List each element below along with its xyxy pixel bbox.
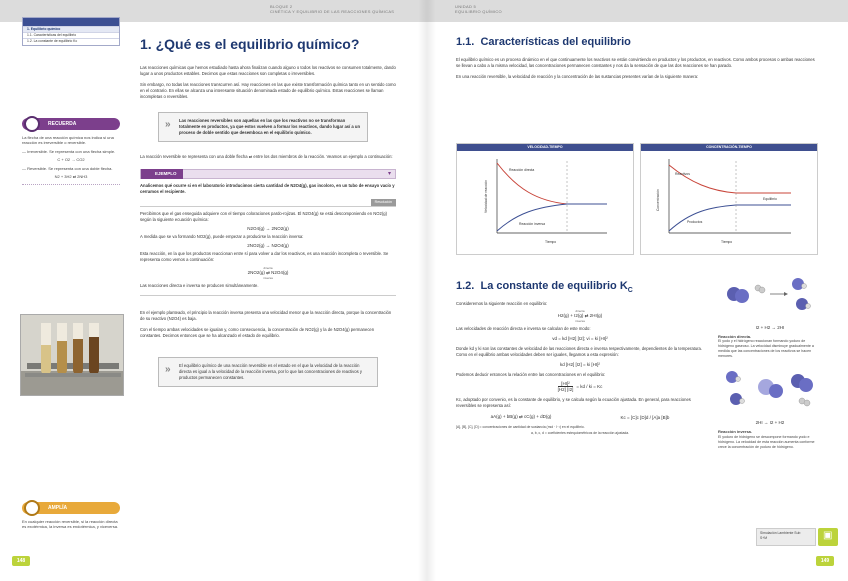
velocity-equations: vd = kd [H2] [I2]; vi = ki [HI]² <box>552 336 608 342</box>
graph-title: CONCENTRACIÓN-TIEMPO <box>641 144 817 151</box>
recuerda-text: La flecha de una reacción química nos indica si una reacción es irreversible o reversible. <box>22 135 114 146</box>
simulation-label <box>757 529 815 542</box>
table-of-contents <box>22 17 120 46</box>
y-axis-label: Concentración <box>656 189 660 211</box>
reaction-equation-block <box>456 309 704 323</box>
page-number-right: 149 <box>816 556 834 566</box>
test-tubes-photo <box>20 314 124 396</box>
page-number-left: 148 <box>12 556 30 566</box>
reversible-equation: N2 + 3H2 ⇄ 2NH3 <box>54 174 88 180</box>
equilibrium-label: Equilibrio <box>763 197 777 201</box>
reversible-equation-block <box>140 266 396 280</box>
plus-icon <box>24 500 40 516</box>
bulb-icon <box>24 116 40 132</box>
toc-item[interactable]: 1. Equilibrio químico <box>23 26 119 32</box>
amplia-note <box>22 502 120 530</box>
resolution-tag: Resolución <box>371 199 396 206</box>
paragraph: Donde kd y ki son las constantes de velocidad de las reacciones directa e inversa respectivamente, dependientes de la temperatura. Como en el equilibrio ambas velocidades deben ser iguales, llegamos a esta expresión: <box>456 346 703 358</box>
inverse-reaction-molecules <box>718 367 822 411</box>
section-1-1-number: 1.1. <box>456 36 475 48</box>
recuerda-label: RECUERDA <box>48 121 77 127</box>
paragraph: En una reacción reversible, la velocidad de reacción y la concentración de las sustancias presentes varían de la siguiente manera: <box>456 74 699 79</box>
paragraph: En el ejemplo planteado, el principio la reacción inversa presenta una velocidad menor que la reacción directa, porque la concentración de su reactivo (N2O4) es baja. <box>140 310 392 321</box>
legend-text: [A], [B], [C], [D] = concentraciones de cantidad de sustancia (mol · l⁻¹) en el equilibrio. <box>456 425 585 430</box>
chevron-icon: » <box>165 119 171 130</box>
fraction-numerator: [HI]² <box>558 381 574 387</box>
paragraph: Las velocidades de reacción directa e inversa se calculan de este modo: <box>456 326 591 332</box>
paragraph: La reacción reversible se representa con una doble flecha ⇄ entre los dos miembros de la reacción. Veamos un ejemplo a continuación: <box>140 154 393 159</box>
amplia-text: En cualquier reacción reversible, si la reacción directa es exotérmica, la inversa es endotérmica, y viceversa. <box>22 519 119 530</box>
equation: N2O4(g) → 2NO2(g) <box>247 226 289 231</box>
direct-reaction-equation: I2 + H2 → 2HI <box>755 325 785 330</box>
example-text: Las reacciones directa e inversa se producen simultáneamente. <box>140 283 396 296</box>
recuerda-tab <box>22 118 120 130</box>
concentration-time-graph <box>640 143 818 255</box>
simulation-label-code: S+M <box>760 535 768 540</box>
example-text: Percibimos que el gas enseguida adquiere con el tiempo coloraciones pardo-rojizas. El N2O4(g) se está descomponiendo en NO2(g) según la siguiente ecuación química: <box>140 211 387 222</box>
equation: 2NO2(g) → N2O4(g) <box>247 243 289 248</box>
resolution-row <box>140 199 396 207</box>
arrow-label-bottom: inversa <box>263 276 273 280</box>
series-label-reactants: Reactivos <box>675 172 690 176</box>
amplia-tab <box>22 502 120 514</box>
external-link-icon: ▣ <box>823 530 833 541</box>
right-sidebar <box>718 272 822 450</box>
paragraph: Consideremos la siguiente reacción en equilibrio: <box>456 301 548 307</box>
section-1-2 <box>456 280 704 436</box>
callout-text: El equilibrio químico de una reacción reversible es el estado en el que la velocidad de la reacción directa es igual a la velocidad de la reacción inversa, por lo que las concentraciones de reactivos y productos permanecen constantes. <box>179 363 362 380</box>
header-left <box>270 4 394 14</box>
toc-header <box>23 18 119 26</box>
chevron-down-icon[interactable]: ▾ <box>387 171 391 177</box>
toc-item[interactable]: 1.2. La constante de equilibrio Kc <box>23 38 119 44</box>
arrow-label-top: directa <box>575 309 585 314</box>
velocity-time-plot <box>457 151 633 254</box>
example-intro: Analicemos qué ocurre si en el laboratorio introducimos cierta cantidad de N2O4(g), gas incoloro, en un tubo de ensayo vacío y cerramos el recipiente. <box>140 183 395 194</box>
header-right-block: UNIDAD 5 <box>455 4 477 9</box>
fraction <box>558 381 574 392</box>
equilibrium-equation: kd [H2] [I2] = ki [HI]² <box>560 362 600 368</box>
callout-text: Las reacciones reversibles son aquellas en las que los reactivos no se transforman totalmente en productos, ya que estos vuelven a formar los reactivos, dando lugar así a un proceso de doble sentido que desemboca en el equilibrio químico. <box>179 118 361 135</box>
figure-caption: El yodo y el hidrógeno reaccionan formando yoduro de hidrógeno gaseoso. La velocidad disminuye gradualmente a medida que las concentraciones de los reactivos se hacen menores. <box>718 339 814 359</box>
reversible-text: — Reversible. Se representa con una doble flecha. <box>22 165 113 171</box>
simulation-button[interactable] <box>818 528 838 546</box>
simulation-label-text: Simulación Lambiente Sub <box>760 531 801 535</box>
simulation-link[interactable] <box>756 528 816 546</box>
fraction-denominator: [H2] [I2] <box>557 387 574 393</box>
inverse-reaction-equation: 2HI → I2 + H2 <box>755 420 785 426</box>
section-1-number: 1. <box>140 36 152 52</box>
legend-text: a, b, c, d = coeficientes estequiométricos de la reacción ajustada. <box>530 430 630 435</box>
irreversible-equation: C + O2 → CO2 <box>57 157 85 163</box>
general-equation: aA(g) + bB(g) ⇄ cC(g) + dD(g) <box>490 414 552 420</box>
amplia-label: AMPLÍA <box>48 505 68 511</box>
section-1-1-title <box>456 36 818 48</box>
chevron-icon: » <box>165 364 171 375</box>
figure-caption: El yoduro de hidrógeno se descompone formando yodo e hidrógeno. La velocidad de esta reacción aumenta conforme crece la concentración de yoduro de hidrógeno. <box>718 434 815 449</box>
example-text: Esta reacción, en la que los productos reaccionan entre sí para volver a dar los reactivos, es una reacción incompleta o reversible. Se representa como vemos a continuación: <box>140 251 389 262</box>
kc-general-expression: Kc = [C]c [D]d / [A]a [B]b <box>620 414 670 420</box>
section-1-2-title-text: La constante de equilibrio K <box>480 280 628 292</box>
y-axis-label: Velocidad de reacción <box>484 179 488 213</box>
header-left-subtitle: CINÉTICA Y EQUILIBRIO DE LAS REACCIONES QUÍMICAS <box>270 9 395 14</box>
divider <box>22 184 120 185</box>
x-axis-label: Tiempo <box>721 240 733 244</box>
paragraph: Podemos deducir entonces la relación entre las concentraciones en el equilibrio: <box>456 372 606 378</box>
left-main-column <box>140 36 396 387</box>
book-gutter <box>418 0 436 581</box>
section-1-2-title <box>456 280 704 294</box>
kc-subscript: C <box>627 287 633 295</box>
irreversible-text: — Irreversible. Se representa con una flecha simple. <box>22 148 116 154</box>
x-axis-label: Tiempo <box>545 240 557 244</box>
header-right <box>455 4 502 14</box>
paragraph: Con el tiempo ambas velocidades se igualan y, como consecuencia, la concentración de NO2(g) y la de N2O4(g) permanecen constantes. Decimos entonces que se ha alcanzado el estado de equilibrio. <box>140 327 375 338</box>
header-left-block: BLOQUE 2 <box>270 4 293 9</box>
equation: 2NO2(g) ⇄ N2O4(g) <box>247 270 289 275</box>
header-right-subtitle: EQUILIBRIO QUÍMICO <box>455 9 502 14</box>
test-tubes-illustration <box>21 315 124 396</box>
example-text: A medida que se va formando NO2(g), puede empezar a producirse la reacción inversa: <box>140 234 304 239</box>
figure-title: Reacción inversa. <box>718 429 753 435</box>
example-label: EJEMPLO <box>141 169 183 179</box>
paragraph: Las reacciones químicas que hemos estudiado hasta ahora finalizan cuando alguno o todos los reactivos se consumen totalmente, dando lugar a unos productos estables. Decimos que estas reacciones son completas o irreversibles. <box>140 65 396 76</box>
direct-reaction-molecules <box>718 272 822 316</box>
series-label-direct: Reacción directa <box>509 168 535 172</box>
equation: H2(g) + I2(g) ⇄ 2HI(g) <box>557 313 603 319</box>
concentration-time-plot <box>641 151 817 254</box>
general-equation-row <box>456 414 704 420</box>
paragraph: El equilibrio químico es un proceso dinámico en el que continuamente los reactivos se están convirtiendo en productos y los productos, en reactivos. Como ambos procesos o ambas reacciones se llevan a cabo a la misma velocidad, las concentraciones permanecen constantes y nos da la sensación de que las dos reacciones se han parado. <box>456 57 815 68</box>
section-1-title-text: ¿Qué es el equilibrio químico? <box>155 36 360 52</box>
graph-title: VELOCIDAD-TIEMPO <box>457 144 633 151</box>
definition-callout <box>158 112 368 142</box>
toc-item[interactable]: 1.1. Características del equilibrio <box>23 32 119 38</box>
series-label-products: Productos <box>687 220 703 224</box>
paragraph: Sin embargo, no todas las reacciones transcurren así. Hay reacciones en las que existe transformación química tanto en un sentido como en el contrario. En ellas se alcanza una interesante situación denominada estado de equilibrio químico. Estas reacciones se llaman incompletas o reversibles. <box>140 82 396 99</box>
paragraph: Kc, adoptado por convenio, es la constante de equilibrio, y se calcula según la ecuación ajustada. En general, para reacciones reversibles se representa así: <box>456 397 691 409</box>
section-1-2-number: 1.2. <box>456 280 475 292</box>
kc-fraction-block <box>456 381 704 392</box>
section-1-title <box>140 36 396 52</box>
arrow-label-top: directa <box>263 266 273 270</box>
figure-title: Reacción directa. <box>718 334 752 339</box>
series-label-inverse: Reacción inversa <box>519 222 546 226</box>
right-main-column <box>456 36 818 80</box>
fraction-rhs: = kd / ki = Kc <box>576 384 603 390</box>
example-bar[interactable] <box>140 169 396 179</box>
recuerda-note <box>22 118 120 185</box>
velocity-time-graph <box>456 143 634 255</box>
arrow-label-bottom: inversa <box>575 319 585 324</box>
section-1-1-title-text: Características del equilibrio <box>480 36 631 48</box>
equilibrium-definition-callout <box>158 357 378 387</box>
